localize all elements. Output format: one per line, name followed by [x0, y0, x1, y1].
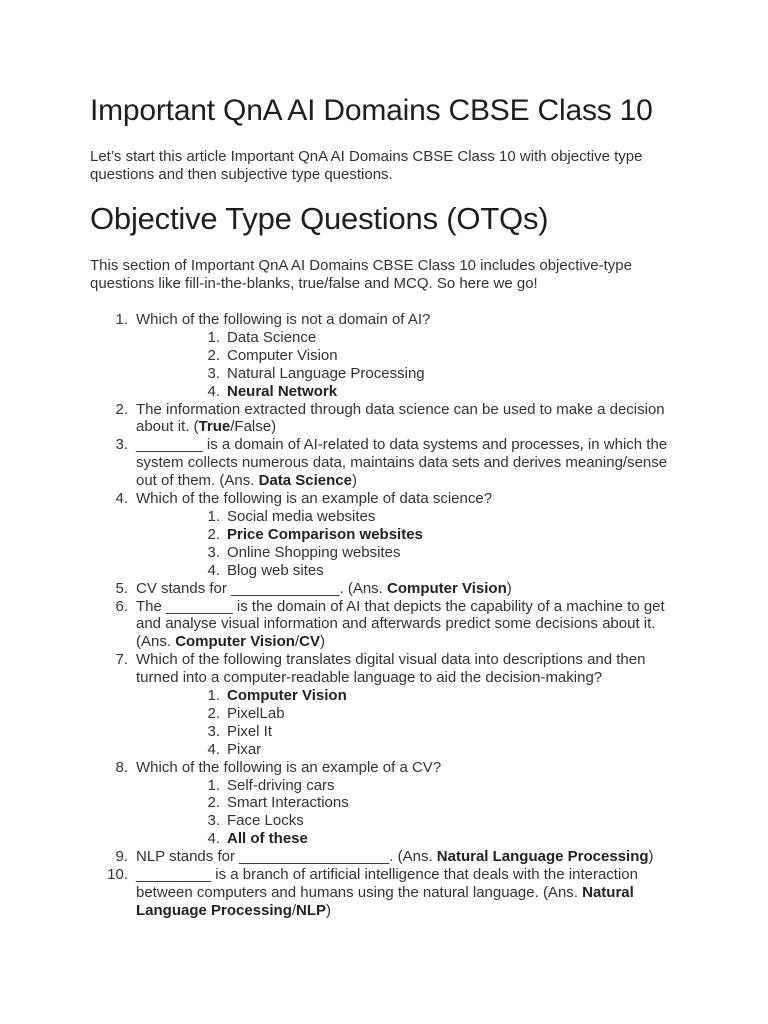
answer-separator: /: [294, 633, 300, 651]
option-number: 2.: [207, 525, 220, 543]
question-text: Which of the following is an example of a CV?: [136, 758, 442, 776]
correct-option-text: Price Comparison websites: [227, 525, 423, 543]
correct-option-text: Neural Network: [227, 382, 338, 400]
option-text: Online Shopping websites: [227, 543, 401, 561]
option-number: 1.: [207, 776, 220, 794]
option-number: 2.: [207, 704, 220, 722]
option-number: 4.: [207, 740, 220, 758]
option-text: Face Locks: [227, 812, 304, 830]
option-list: [136, 329, 680, 401]
question-number: 5.: [115, 579, 128, 597]
option-text: Smart Interactions: [227, 794, 349, 812]
question-text: NLP stands for __________________. (Ans.: [136, 848, 437, 866]
option-number: 4.: [207, 382, 220, 400]
answer-bold: Natural Language Processing: [436, 848, 649, 866]
question-item: [90, 580, 680, 598]
option-item: [136, 812, 680, 830]
question-item: [90, 866, 680, 920]
answer-bold: NLP: [296, 901, 327, 919]
answer-separator: /: [291, 901, 297, 919]
option-text: Self-driving cars: [227, 776, 335, 794]
correct-option-text: Computer Vision: [227, 687, 347, 705]
option-item: [136, 526, 680, 544]
question-text-end: /False): [230, 418, 277, 436]
question-text: _________ is a branch of artificial intelligence that deals with the interaction between computers and humans using the natural language. (Ans.: [136, 866, 638, 901]
option-item: [136, 830, 680, 848]
question-item: [90, 311, 680, 401]
option-item: [136, 544, 680, 562]
question-text-end: ): [648, 848, 654, 866]
answer-bold: True: [198, 418, 231, 436]
option-text: Pixar: [227, 740, 262, 758]
answer-bold: Computer Vision: [387, 579, 507, 597]
option-number: 3.: [207, 364, 220, 382]
question-item: [90, 598, 680, 652]
question-text: Which of the following translates digital visual data into descriptions and then turned into a computer-readable language to aid the decision-making?: [136, 651, 646, 687]
section-title: Objective Type Questions (OTQs): [90, 201, 549, 236]
question-text: CV stands for _____________. (Ans.: [136, 579, 388, 597]
option-list: [136, 508, 680, 580]
question-text: ________ is a domain of AI-related to data systems and processes, in which the system collects numerous data, maintains data sets and derives meaning/sense out of them. (Ans.: [136, 436, 668, 490]
option-item: [136, 687, 680, 705]
option-number: 2.: [207, 794, 220, 812]
option-number: 1.: [207, 687, 220, 705]
option-number: 4.: [207, 561, 220, 579]
option-number: 1.: [207, 507, 220, 525]
option-item: [136, 508, 680, 526]
question-text-end: ): [326, 901, 332, 919]
question-text: The ________ is the domain of AI that depicts the capability of a machine to get and analyse visual information and afterwards predict some decisions about it. (Ans.: [136, 597, 665, 651]
question-item: [90, 759, 680, 849]
question-list: [90, 311, 680, 920]
option-item: [136, 723, 680, 741]
answer-bold: Natural Language Processing: [136, 884, 634, 919]
option-text: Pixel It: [227, 722, 273, 740]
option-item: [136, 383, 680, 401]
correct-option-text: All of these: [227, 830, 308, 848]
option-item: [136, 562, 680, 580]
page-title: Important QnA AI Domains CBSE Class 10: [90, 94, 653, 127]
question-item: [90, 490, 680, 580]
option-text: Blog web sites: [227, 561, 324, 579]
option-text: PixelLab: [227, 704, 285, 722]
option-list: [136, 687, 680, 759]
option-number: 3.: [207, 722, 220, 740]
option-item: [136, 741, 680, 759]
option-item: [136, 329, 680, 347]
option-text: Data Science: [227, 328, 317, 346]
question-number: 4.: [115, 490, 128, 508]
option-text: Social media websites: [227, 507, 376, 525]
question-number: 3.: [115, 436, 128, 454]
question-text-end: ): [319, 633, 325, 651]
question-item: [90, 401, 680, 437]
answer-bold: Computer Vision: [175, 633, 295, 651]
question-number: 9.: [115, 848, 128, 866]
option-text: Computer Vision: [227, 346, 338, 364]
question-number: 1.: [115, 311, 128, 328]
option-number: 3.: [207, 543, 220, 561]
question-text-end: ): [351, 472, 357, 490]
question-text: Which of the following is not a domain of AI?: [136, 311, 431, 328]
question-number: 6.: [115, 597, 128, 615]
option-list: [136, 777, 680, 849]
question-text: The information extracted through data science can be used to make a decision about it. (: [136, 400, 665, 436]
question-number: 7.: [115, 651, 128, 669]
option-text: Natural Language Processing: [227, 364, 425, 382]
option-item: [136, 794, 680, 812]
question-number: 8.: [115, 758, 128, 776]
option-number: 2.: [207, 346, 220, 364]
option-number: 3.: [207, 812, 220, 830]
question-item: [90, 651, 680, 758]
option-item: [136, 777, 680, 795]
option-number: 4.: [207, 830, 220, 848]
question-number: 2.: [115, 400, 128, 418]
answer-bold: Data Science: [258, 472, 352, 490]
question-item: [90, 436, 680, 490]
option-item: [136, 365, 680, 383]
section-intro-paragraph: This section of Important QnA AI Domains CBSE Class 10 includes objective-type questions like fill-in-the-blanks, true/false and MCQ. So here we go!: [90, 257, 632, 292]
question-text: Which of the following is an example of data science?: [136, 490, 493, 508]
answer-bold: CV: [299, 633, 320, 651]
question-number: 10.: [107, 866, 128, 884]
intro-paragraph: Let’s start this article Important QnA AI Domains CBSE Class 10 with objective type questions and then subjective type questions.: [90, 148, 643, 183]
option-item: [136, 347, 680, 365]
option-number: 1.: [207, 328, 220, 346]
question-item: [90, 848, 680, 866]
question-text-end: ): [506, 579, 512, 597]
option-item: [136, 705, 680, 723]
